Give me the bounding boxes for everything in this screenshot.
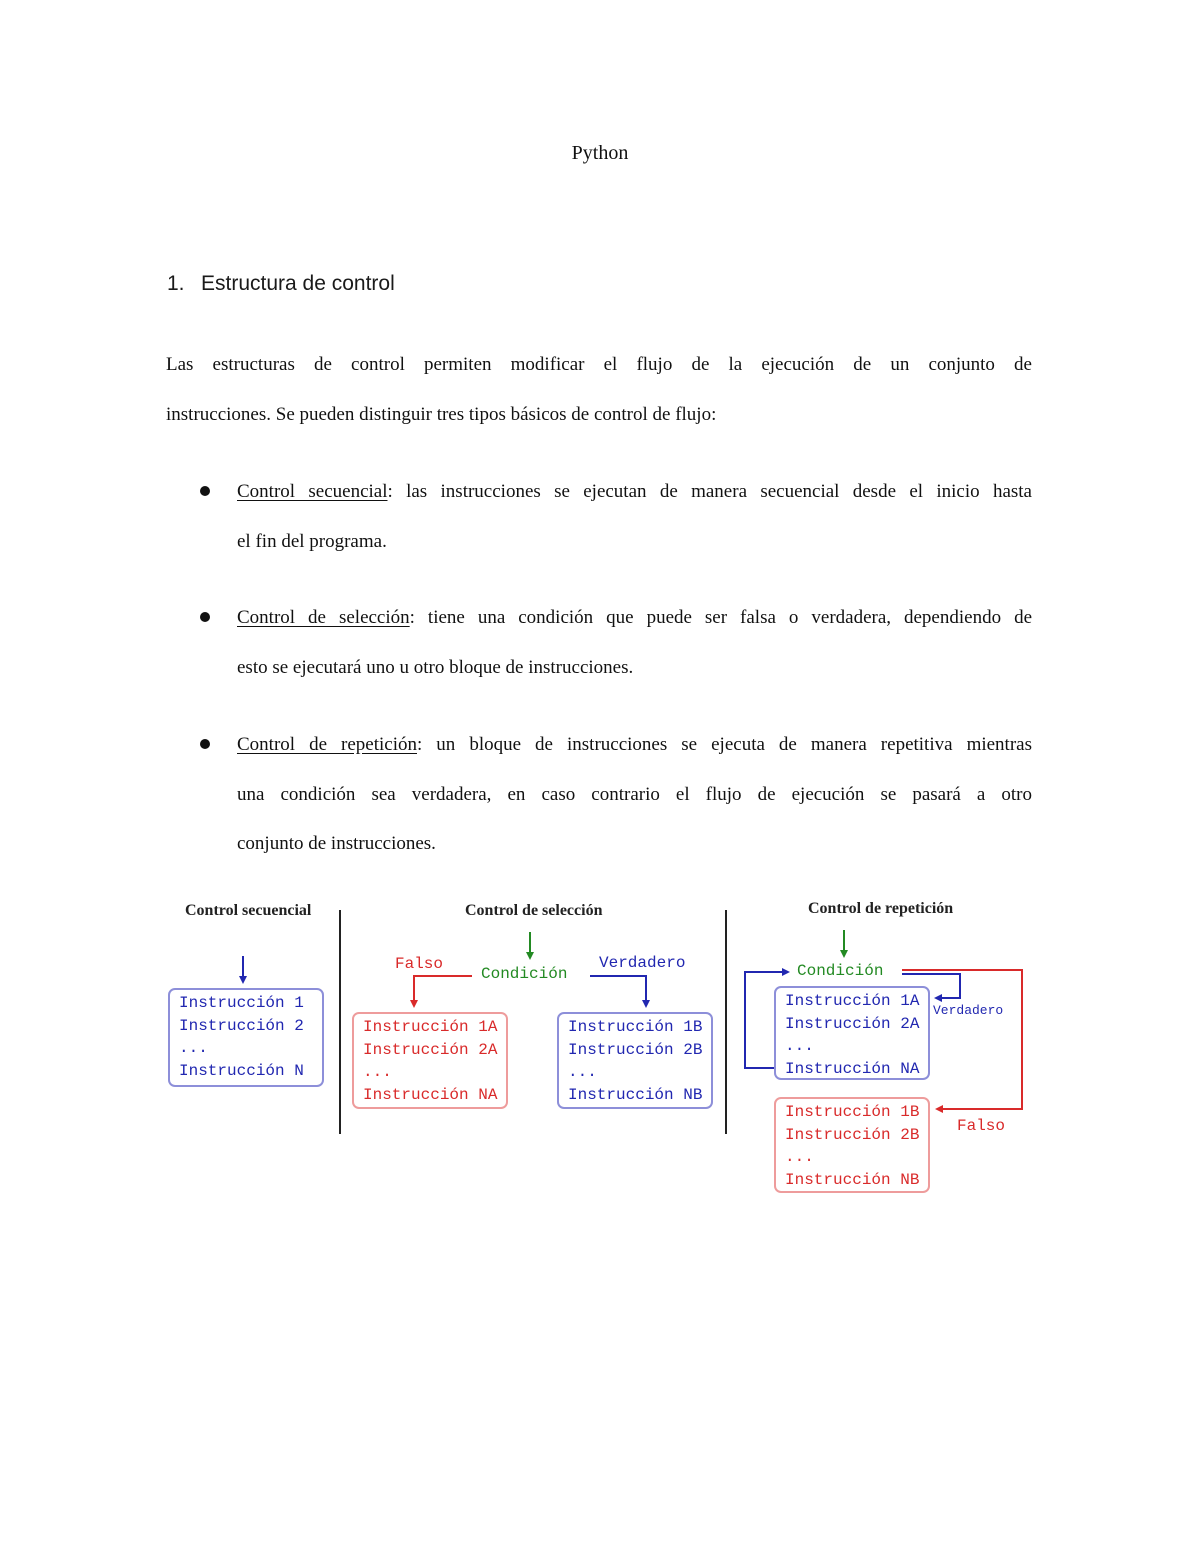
bullet-term: Control de repetición [237,734,417,755]
instruction-line: Instrucción NB [568,1085,703,1104]
bullet-text: : un bloque de instrucciones se ejecuta de manera repetitiva mientras [417,734,1032,755]
diagram-divider [339,910,341,1134]
selection-condition-label: Condición [481,965,568,983]
instruction-line: ... [363,1063,392,1081]
repetition-loop-box [774,986,930,1080]
selection-true-label: Verdadero [599,954,686,972]
selection-true-arrow [590,976,646,1006]
instruction-line: ... [568,1063,597,1081]
diagram-divider [725,910,727,1134]
selection-false-label: Falso [395,955,444,973]
repetition-true-label: Verdadero [933,1003,1004,1018]
section-heading-text: Estructura de control [201,272,395,295]
bullet-text-line: una condición sea verdadera, en caso contrario el flujo de ejecución se pasará a otro [237,784,1032,805]
selection-false-box [352,1012,508,1109]
instruction-line: ... [785,1148,814,1166]
instruction-line: Instrucción 1A [363,1018,498,1036]
repetition-condition-label: Condición [797,962,884,980]
instruction-line: Instrucción 2A [785,1014,920,1033]
instruction-line: Instrucción 2 [179,1016,304,1035]
instruction-line: Instrucción 1 [179,994,304,1012]
instruction-line: Instrucción 2B [785,1125,920,1144]
instruction-line: Instrucción NA [363,1085,498,1104]
section-number: 1. [167,272,185,295]
bullet-text: : las instrucciones se ejecutan de manera secuencial desde el inicio hasta [387,481,1032,502]
repetition-exit-box [774,1097,930,1193]
bullet-text-line: esto se ejecutará uno u otro bloque de instrucciones. [237,657,634,678]
bullet-text-line: el fin del programa. [237,531,387,552]
instruction-line: Instrucción 1B [785,1103,920,1121]
bullet-text-line: conjunto de instrucciones. [237,833,436,854]
instruction-line: Instrucción 1A [785,992,920,1010]
intro-paragraph-line: instrucciones. Se pueden distinguir tres tipos básicos de control de flujo: [166,404,717,425]
bullet-term: Control de selección [237,607,410,628]
sequential-instruction-box [168,988,324,1087]
page-title: Python [571,142,629,164]
instruction-line: Instrucción NB [785,1170,920,1189]
instruction-line: Instrucción 1B [568,1018,703,1036]
intro-paragraph-line: Las estructuras de control permiten modificar el flujo de la ejecución de un conjunto de [166,354,1032,375]
instruction-line: Instrucción NA [785,1059,920,1078]
instruction-line: ... [785,1037,814,1055]
instruction-line: Instrucción N [179,1061,304,1080]
bullet-text: : tiene una condición que puede ser falsa o verdadera, dependiendo de [409,607,1032,628]
selection-diagram-title: Control de selección [465,902,603,919]
instruction-line: Instrucción 2B [568,1040,703,1059]
selection-false-arrow [414,976,472,1006]
repetition-false-label: Falso [957,1117,1006,1135]
sequential-diagram-title: Control secuencial [185,902,312,919]
instruction-line: ... [179,1039,208,1057]
repetition-diagram-title: Control de repetición [808,900,954,917]
selection-true-box [557,1012,713,1109]
bullet-term: Control secuencial [237,481,388,502]
instruction-line: Instrucción 2A [363,1040,498,1059]
